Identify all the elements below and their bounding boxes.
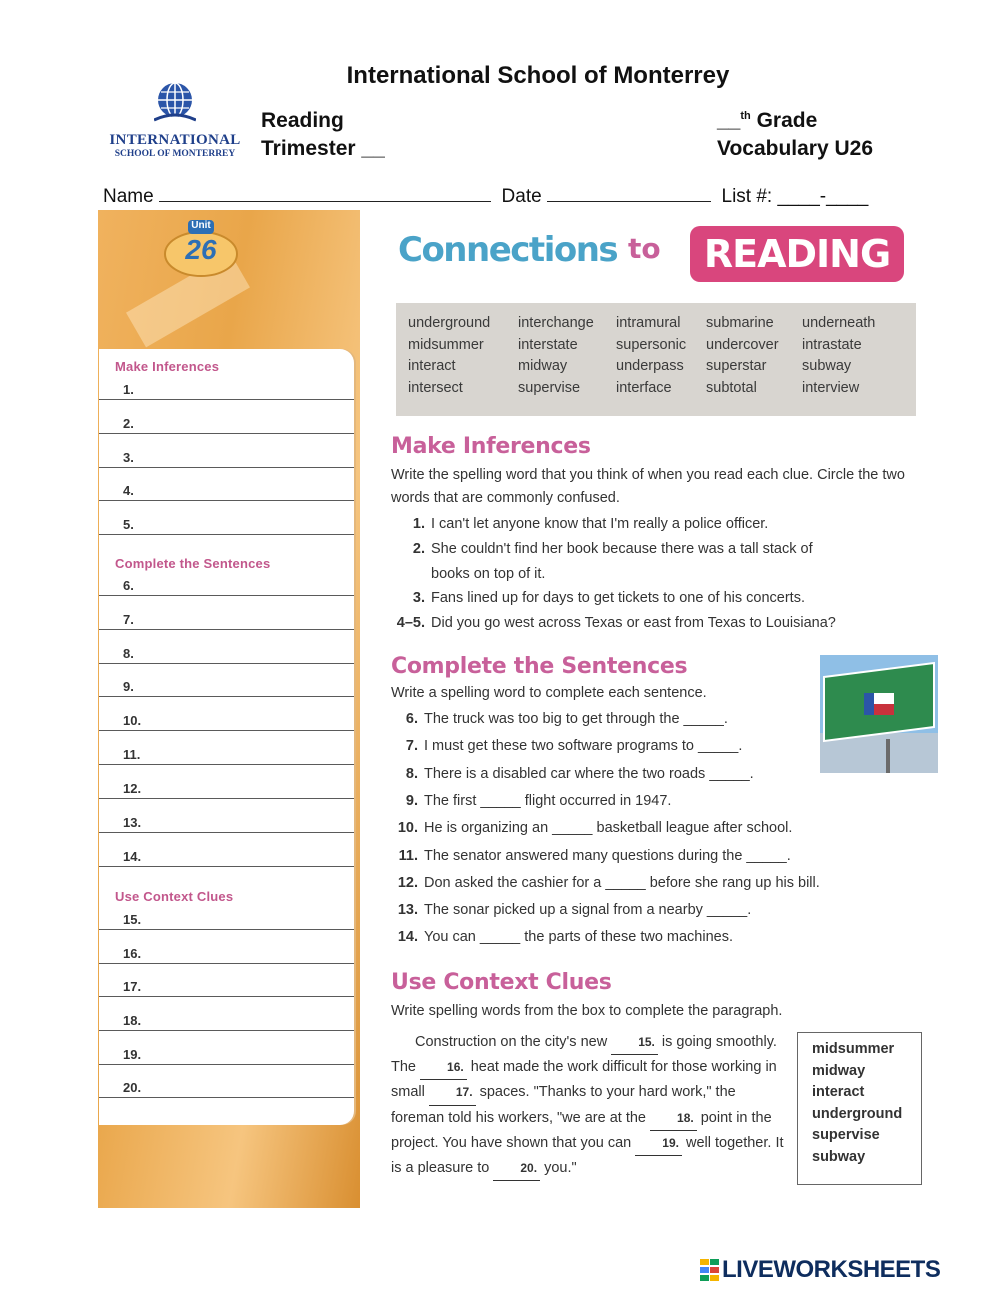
exercise-item: [388, 590, 805, 606]
logo-line1: INTERNATIONAL: [109, 132, 241, 148]
paragraph-blank[interactable]: 16.: [420, 1055, 467, 1080]
word-column: [802, 313, 875, 399]
spelling-word: underground: [408, 315, 491, 331]
answer-line[interactable]: [99, 840, 354, 867]
item-text: The sonar picked up a signal from a nearby _____.: [424, 902, 752, 918]
answer-number: 16.: [123, 946, 142, 961]
answer-line[interactable]: [99, 474, 354, 501]
answer-line[interactable]: [99, 441, 354, 468]
answer-number: 13.: [123, 815, 142, 830]
answer-section-make-inferences: Make Inferences: [115, 359, 220, 374]
grade-label: __$^{th}$ Grade: [717, 109, 818, 132]
unit-label: Unit: [191, 220, 211, 231]
spelling-word: supervise: [518, 379, 581, 396]
item-number: 14.: [397, 929, 418, 945]
subject-label: Reading: [261, 109, 344, 132]
item-number: 1.: [412, 516, 425, 532]
banner-reading: READING: [703, 232, 891, 276]
exercise-item: [388, 516, 768, 532]
banner-to: to: [628, 232, 661, 265]
spelling-word: interchange: [518, 315, 594, 331]
school-logo: [108, 80, 242, 162]
paragraph-text: Construction on the city's new: [415, 1034, 612, 1050]
word-column: [518, 313, 594, 399]
item-text: I must get these two software programs to _____.: [424, 738, 743, 754]
answer-number: 2.: [123, 416, 134, 431]
answer-number: 6.: [123, 578, 134, 593]
paragraph-blank[interactable]: 19.: [635, 1131, 682, 1156]
item-number: 7.: [405, 738, 418, 754]
item-number: 8.: [405, 766, 418, 782]
answer-number: 5.: [123, 517, 134, 532]
answer-number: 4.: [123, 483, 134, 498]
spelling-word: underneath: [802, 315, 876, 331]
spelling-word: midway: [518, 358, 568, 374]
answer-number: 12.: [123, 781, 142, 796]
exercise-item: [385, 929, 733, 945]
spelling-word: supersonic: [616, 336, 687, 353]
paragraph-text: point in the project. You have shown that you can: [391, 1109, 772, 1151]
answer-number: 11.: [123, 747, 141, 762]
answer-line[interactable]: [99, 772, 354, 799]
school-title: International School of Monterrey: [346, 62, 730, 89]
context-clues-title: Use Context Clues: [391, 970, 612, 995]
context-paragraph: [391, 1030, 791, 1181]
answer-number: 3.: [123, 450, 134, 465]
item-text: He is organizing an _____ basketball league after school.: [424, 820, 793, 836]
exercise-item: [388, 541, 813, 557]
paragraph-text: heat made the work difficult for those working in small: [391, 1059, 777, 1101]
answer-line[interactable]: [99, 407, 354, 434]
answer-line[interactable]: [99, 704, 354, 731]
banner-connections: Connections: [398, 230, 618, 270]
answer-number: 14.: [123, 849, 142, 864]
spelling-word: intramural: [616, 315, 681, 331]
make-inferences-instructions: Write the spelling word that you think of when you read each clue. Circle the two words that are commonly confused.: [391, 467, 905, 506]
exercise-item: [385, 711, 728, 727]
item-text: The senator answered many questions during the _____.: [424, 848, 791, 864]
answer-section-context-clues: Use Context Clues: [115, 889, 234, 904]
date-label: Date: [501, 186, 542, 207]
spelling-word: superstar: [706, 358, 767, 374]
make-inferences-title: Make Inferences: [391, 434, 591, 459]
exercise-item: [385, 820, 792, 836]
name-label: Name: [103, 186, 154, 207]
item-text: books on top of it.: [431, 566, 546, 582]
context-box-word: subway: [812, 1148, 866, 1165]
answer-line[interactable]: [99, 1038, 354, 1065]
spelling-word: interstate: [518, 336, 578, 353]
connections-to-reading-banner: [398, 226, 910, 286]
unit-badge: [162, 218, 240, 278]
exercise-item: [385, 793, 671, 809]
exercise-item: [385, 738, 742, 754]
exercise-item: [385, 766, 754, 782]
answer-section-complete-sentences: Complete the Sentences: [115, 556, 271, 571]
list-label: List #:: [721, 186, 773, 207]
spelling-word: subtotal: [706, 379, 757, 396]
list-blank[interactable]: ____-____: [777, 186, 869, 207]
answer-number: 18.: [123, 1013, 142, 1028]
answer-number: 15.: [123, 912, 142, 927]
answer-line[interactable]: [99, 937, 354, 964]
word-column: [616, 313, 686, 399]
context-box-word: midway: [812, 1062, 866, 1079]
exercise-item: [388, 615, 836, 631]
item-number: 6.: [405, 711, 418, 727]
answer-line[interactable]: [99, 637, 354, 664]
logo-line2: SCHOOL OF MONTERREY: [114, 149, 236, 159]
spelling-word: subway: [802, 358, 852, 374]
name-blank[interactable]: [159, 187, 491, 202]
answer-number: 20.: [123, 1080, 142, 1095]
word-column: [706, 313, 779, 399]
banner-reading-box: [690, 226, 904, 282]
vocabulary-label: Vocabulary U26: [717, 137, 874, 160]
spelling-word: submarine: [706, 315, 774, 331]
item-number: 12.: [397, 875, 418, 891]
spelling-word: undercover: [706, 336, 779, 353]
answer-number: 1.: [123, 382, 134, 397]
paragraph-text: you.": [540, 1160, 577, 1177]
context-word-box: [797, 1032, 922, 1185]
answer-line[interactable]: [99, 1004, 354, 1031]
item-text: You can _____ the parts of these two machines.: [424, 929, 734, 945]
spelling-word-box: [396, 303, 916, 416]
globe-icon: [154, 80, 196, 122]
answer-number: 9.: [123, 679, 134, 694]
word-column: [408, 313, 490, 399]
item-number: 11.: [398, 848, 418, 864]
context-box-word: midsummer: [812, 1041, 895, 1057]
trimester-label: Trimester __: [261, 137, 385, 160]
exercise-item: [388, 566, 545, 582]
item-text: The first _____ flight occurred in 1947.: [424, 793, 672, 809]
spelling-word: intrastate: [802, 336, 862, 353]
item-number: 2.: [412, 541, 425, 557]
name-row: [103, 186, 868, 208]
answer-line[interactable]: [99, 373, 354, 400]
item-text: The truck was too big to get through the _____.: [424, 711, 728, 727]
paragraph-text: spaces. "Thanks to your hard work," the foreman told his workers, "we are at the: [391, 1084, 736, 1126]
spelling-word: midsummer: [408, 336, 484, 353]
texas-road-sign-image: [820, 655, 938, 773]
answer-number: 8.: [123, 646, 134, 661]
paragraph-blank[interactable]: 20.: [493, 1156, 540, 1181]
item-number: 10.: [397, 820, 418, 836]
item-number: 4–5.: [396, 615, 425, 631]
liveworksheets-logo: [700, 1256, 996, 1284]
paragraph-text: is going smoothly. The: [391, 1034, 777, 1076]
answer-number: 10.: [123, 713, 142, 728]
item-number: 9.: [405, 793, 418, 809]
answer-line[interactable]: [99, 569, 354, 596]
spelling-word: intersect: [408, 379, 463, 396]
spelling-word: interact: [408, 358, 456, 374]
answer-number: 7.: [123, 612, 134, 627]
paragraph-blank[interactable]: 18.: [650, 1106, 697, 1131]
date-blank[interactable]: [547, 187, 711, 202]
context-box-word: supervise: [812, 1127, 880, 1143]
answer-line[interactable]: [99, 903, 354, 930]
context-box-word: interact: [812, 1084, 865, 1100]
item-number: 13.: [397, 902, 418, 918]
complete-sentences-title: Complete the Sentences: [391, 654, 688, 679]
item-text: She couldn't find her book because there was a tall stack of: [431, 541, 813, 557]
complete-sentences-instructions: Write a spelling word to complete each sentence.: [391, 685, 707, 701]
spelling-word: underpass: [616, 358, 684, 374]
unit-number: 26: [185, 234, 217, 265]
exercise-item: [385, 902, 751, 918]
answer-line[interactable]: [99, 738, 354, 765]
item-text: I can't let anyone know that I'm really a police officer.: [431, 516, 769, 532]
answer-sheet: [99, 349, 354, 1125]
answer-line[interactable]: [99, 1071, 354, 1098]
answer-line[interactable]: [99, 806, 354, 833]
liveworksheets-icon: [700, 1259, 720, 1281]
paragraph-text: well together. It is a pleasure to: [391, 1134, 784, 1177]
context-box-word: underground: [812, 1105, 903, 1122]
paragraph-blank[interactable]: 17.: [429, 1080, 476, 1105]
liveworksheets-brand: LIVEWORKSHEETS: [722, 1256, 941, 1283]
exercise-item: [385, 875, 820, 891]
paragraph-blank[interactable]: 15.: [611, 1030, 658, 1055]
answer-number: 17.: [123, 979, 142, 994]
item-text: Don asked the cashier for a _____ before she rang up his bill.: [424, 875, 820, 891]
exercise-item: [385, 848, 791, 864]
context-clues-instructions: Write spelling words from the box to complete the paragraph.: [391, 1003, 783, 1019]
spelling-word: interview: [802, 379, 860, 396]
item-text: Fans lined up for days to get tickets to one of his concerts.: [431, 590, 805, 606]
item-number: 3.: [412, 590, 425, 606]
item-text: There is a disabled car where the two roads _____.: [424, 766, 754, 782]
answer-number: 19.: [123, 1047, 142, 1062]
answer-line[interactable]: [99, 970, 354, 997]
answer-line[interactable]: [99, 670, 354, 697]
answer-line[interactable]: [99, 603, 354, 630]
spelling-word: interface: [616, 379, 672, 396]
item-text: Did you go west across Texas or east from Texas to Louisiana?: [431, 615, 836, 631]
answer-line[interactable]: [99, 508, 354, 535]
